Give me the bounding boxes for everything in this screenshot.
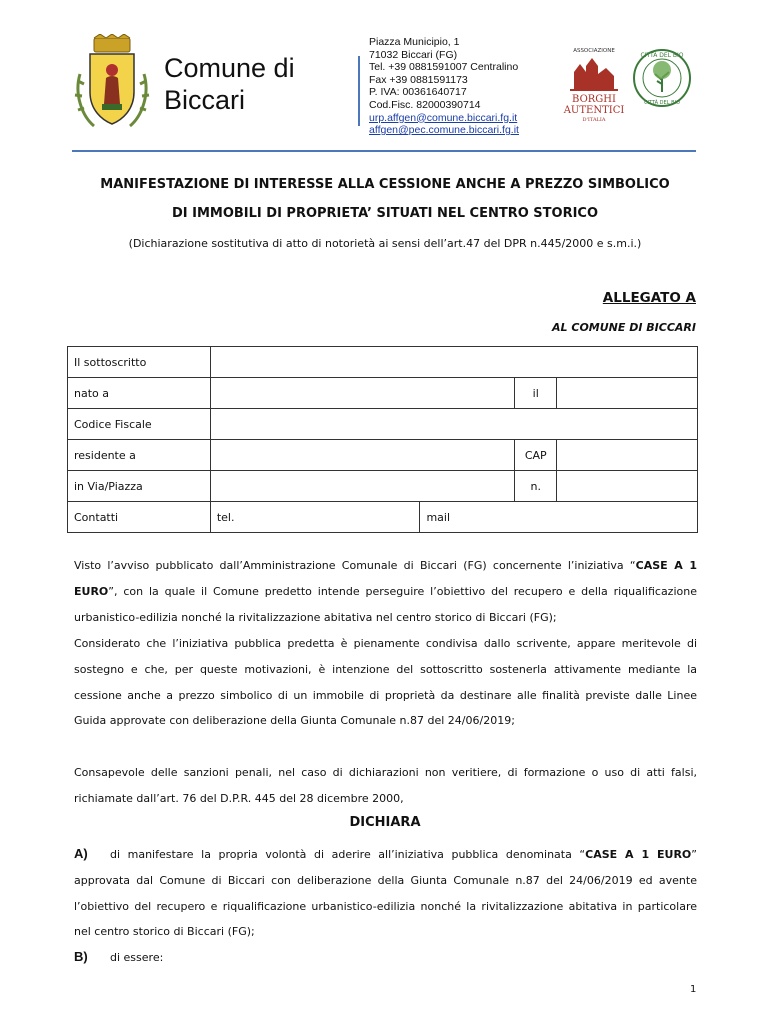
citta-del-bio-logo xyxy=(632,48,692,108)
municipal-crest-logo xyxy=(72,34,152,130)
label-codice-fiscale: Codice Fiscale xyxy=(68,409,211,440)
email-link[interactable]: urp.affgen@comune.biccari.fg.it xyxy=(369,111,518,124)
borghi-logo-line2: AUTENTICI xyxy=(563,105,625,116)
header-rule xyxy=(72,150,696,152)
field-mail[interactable]: mail xyxy=(420,502,698,533)
vat-line: P. IVA: 00361640717 xyxy=(369,86,467,99)
municipality-name-line2: Biccari xyxy=(164,85,246,115)
label-contatti: Contatti xyxy=(68,502,211,533)
document-title-line1: MANIFESTAZIONE DI INTERESSE ALLA CESSIONE ANCHE A PREZZO SIMBOLICO xyxy=(100,177,670,192)
paragraph-considerato: Considerato che l’iniziativa pubblica predetta è pienamente condivisa dallo scrivente, appare meritevole di sostegno e che, per queste motivazioni, è intenzione del sottoscritto sostenerla attivamente mediante la cessione anche a prezzo simbolico di un immobile di proprietà da destinare alle finalità previste dalle Linee Guida approvate con deliberazione della Giunta Comunale n.87 del 24/06/2019; xyxy=(74,637,697,728)
label-numero: n. xyxy=(515,471,557,502)
borghi-logo-top: ASSOCIAZIONE xyxy=(573,48,615,54)
field-codice-fiscale[interactable] xyxy=(210,409,697,440)
table-row xyxy=(68,378,698,409)
table-row xyxy=(68,440,698,471)
label-cap: CAP xyxy=(515,440,557,471)
attachment-label: ALLEGATO A xyxy=(602,290,696,306)
borghi-logo-line3: D'ITALIA xyxy=(582,117,606,123)
dichiara-heading: DICHIARA xyxy=(349,815,421,830)
contact-block xyxy=(369,36,519,137)
field-tel[interactable]: tel. xyxy=(210,502,420,533)
label-il: il xyxy=(515,378,557,409)
field-nato-a[interactable] xyxy=(210,378,514,409)
page-number: 1 xyxy=(690,984,697,995)
borghi-autentici-logo xyxy=(560,44,628,126)
table-row xyxy=(68,471,698,502)
table-row xyxy=(68,502,698,533)
municipality-name-line1: Comune di xyxy=(164,53,295,83)
citta-logo-bottom: CITTÀ DEL BIO xyxy=(644,100,680,106)
document-subtitle: (Dichiarazione sostitutiva di atto di notorietà ai sensi dell’art.47 del DPR n.445/2000 e s.m.i.) xyxy=(128,237,642,250)
phone-line: Tel. +39 0881591007 Centralino xyxy=(369,61,519,74)
pec-link[interactable]: affgen@pec.comune.biccari.fg.it xyxy=(369,124,519,137)
paragraph-visto xyxy=(74,553,697,630)
label-sottoscritto: Il sottoscritto xyxy=(68,347,211,378)
label-via: in Via/Piazza xyxy=(68,471,211,502)
paragraph-visto-bold: CASE A 1 EURO xyxy=(74,559,697,598)
field-numero[interactable] xyxy=(557,471,698,502)
field-residente-a[interactable] xyxy=(210,440,514,471)
clause-b-label: B) xyxy=(74,949,88,964)
table-row xyxy=(68,409,698,440)
label-nato-a: nato a xyxy=(68,378,211,409)
clause-a xyxy=(74,841,697,945)
paragraph-consapevole: Consapevole delle sanzioni penali, nel caso di dichiarazioni non veritiere, di formazione o uso di atti falsi, richiamate dall’art. 76 del D.P.R. 445 del 28 dicembre 2000, xyxy=(74,766,697,805)
clause-b xyxy=(74,944,697,971)
address-line: Piazza Municipio, 1 xyxy=(369,36,460,48)
declarant-form-table xyxy=(67,346,698,533)
document-title-line2: DI IMMOBILI DI PROPRIETA’ SITUATI NEL CENTRO STORICO xyxy=(171,206,599,221)
municipality-name xyxy=(164,52,295,116)
tax-code-line: Cod.Fisc. 82000390714 xyxy=(369,98,481,111)
label-residente-a: residente a xyxy=(68,440,211,471)
paragraph-visto-text-a: Visto l’avviso pubblicato dall’Amministrazione Comunale di Biccari (FG) concernente l’iniziativa “ xyxy=(74,559,636,572)
field-date-of-birth[interactable] xyxy=(557,378,698,409)
clause-a-text-2: ” approvata dal Comune di Biccari con deliberazione della Giunta Comunale n.87 del 24/06/2019 ed avente l’obiettivo del recupero e riqualificazione urbanistico-edilizia nonché la rivitalizzazione abitativa in particolare nel centro storico di Biccari (FG); xyxy=(74,848,697,939)
clause-a-label: A) xyxy=(74,846,88,861)
field-cap[interactable] xyxy=(557,440,698,471)
clause-a-text-1: di manifestare la propria volontà di aderire all’iniziativa pubblica denominata “ xyxy=(110,848,586,861)
borghi-logo-line1: BORGHI xyxy=(572,94,616,105)
addressee-label: AL COMUNE DI BICCARI xyxy=(552,321,696,334)
paragraph-visto-text-c: ”, con la quale il Comune predetto intende perseguire l’obiettivo del recupero e della riqualificazione urbanistico-edilizia nonché la rivitalizzazione abitativa nel centro storico di Biccari (FG); xyxy=(74,584,697,624)
clause-a-bold: CASE A 1 EURO xyxy=(585,848,692,861)
table-row xyxy=(68,347,698,378)
field-sottoscritto[interactable] xyxy=(210,347,697,378)
clause-b-text: di essere: xyxy=(110,951,164,964)
field-via[interactable] xyxy=(210,471,514,502)
city-line: 71032 Biccari (FG) xyxy=(369,48,458,61)
fax-line: Fax +39 0881591173 xyxy=(369,73,468,86)
header-separator xyxy=(358,56,360,126)
citta-logo-top: CITTÀ DEL BIO xyxy=(640,52,684,59)
